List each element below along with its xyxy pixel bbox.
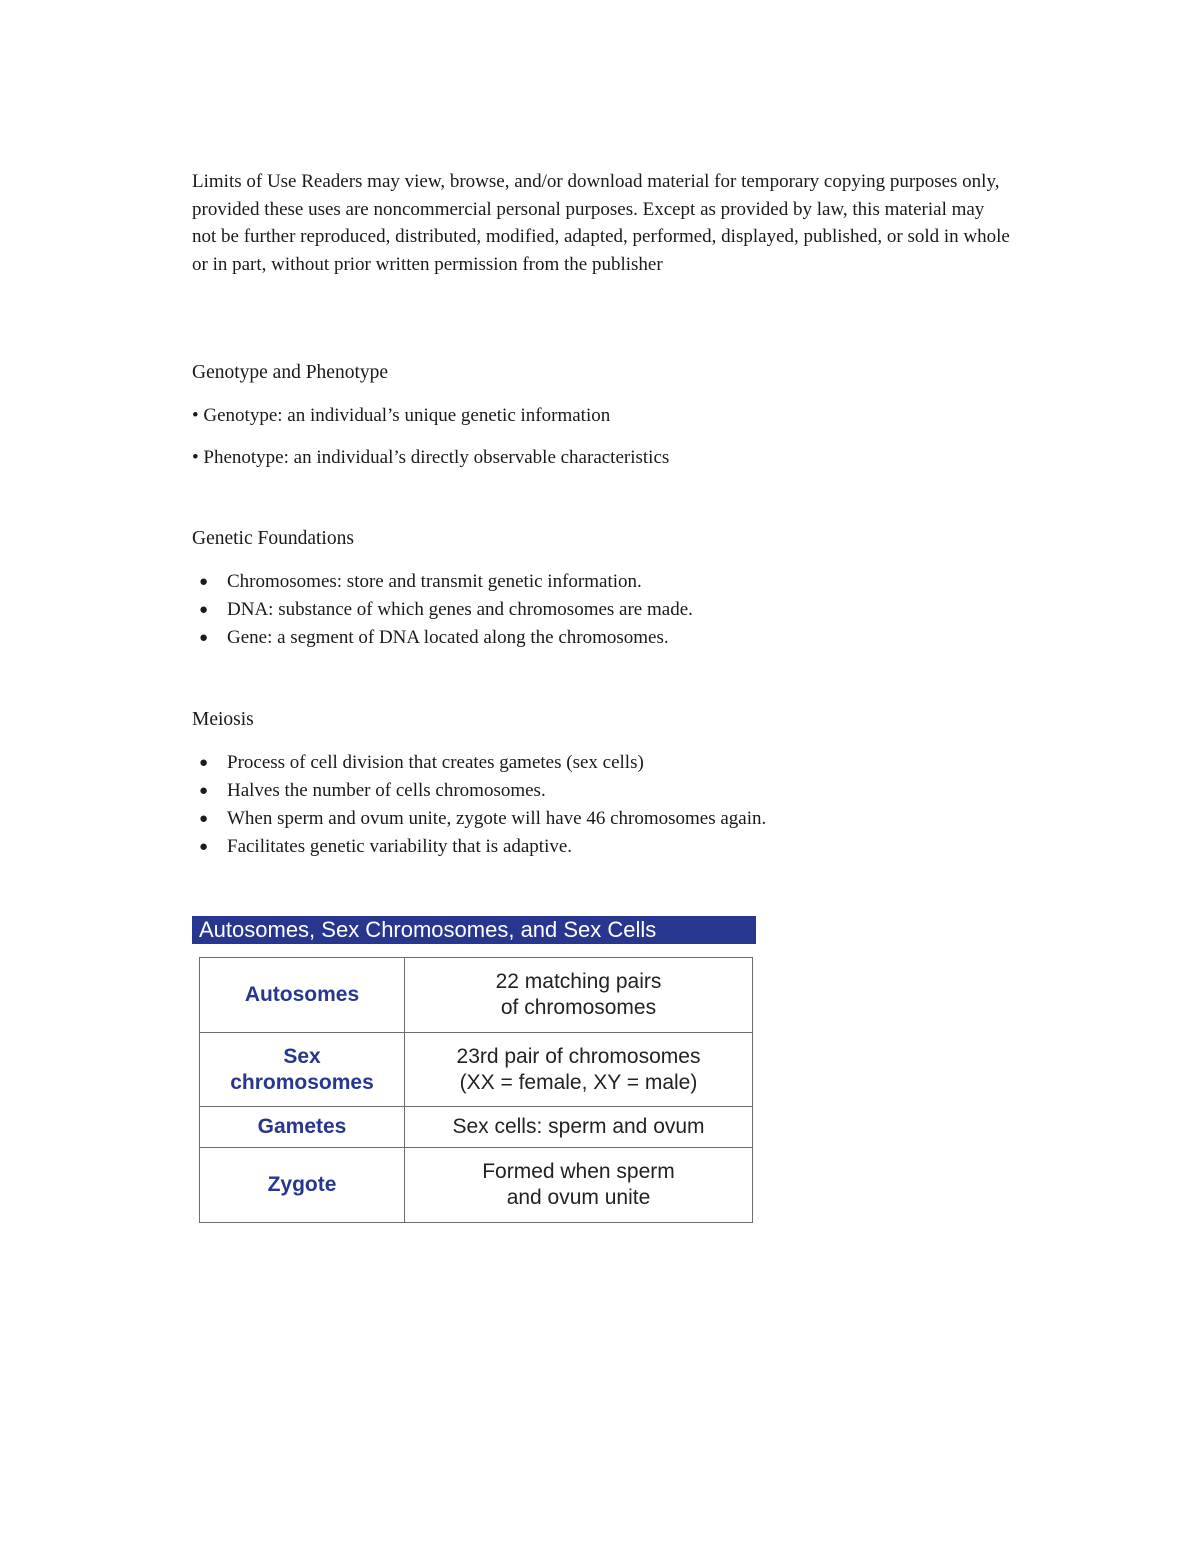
phenotype-line: • Phenotype: an individual’s directly observable characteristics bbox=[192, 447, 670, 468]
definition-cell: Formed when sperm and ovum unite bbox=[405, 1148, 753, 1223]
definition-cell: 22 matching pairs of chromosomes bbox=[405, 958, 753, 1033]
chromosome-table bbox=[199, 957, 753, 1223]
genotype-phenotype-heading: Genotype and Phenotype bbox=[192, 362, 389, 383]
list-item: ● DNA: substance of which genes and chromosomes are made. bbox=[192, 596, 693, 624]
term-cell: Autosomes bbox=[200, 958, 405, 1033]
bullet-icon: ● bbox=[199, 839, 209, 855]
bullet-icon: ● bbox=[199, 811, 209, 827]
list-item: ● When sperm and ovum unite, zygote will have 46 chromosomes again. bbox=[192, 805, 766, 833]
genotype-line: • Genotype: an individual’s unique genetic information bbox=[192, 405, 611, 426]
table-row bbox=[200, 1033, 753, 1107]
term-cell: Gametes bbox=[200, 1107, 405, 1148]
bullet-icon: ● bbox=[199, 755, 209, 771]
bullet-icon: ● bbox=[199, 630, 209, 646]
meiosis-list bbox=[192, 749, 766, 861]
limits-of-use-section bbox=[192, 168, 1012, 278]
bullet-icon: ● bbox=[199, 602, 209, 618]
table-row bbox=[200, 958, 753, 1033]
bullet-icon: ● bbox=[199, 574, 209, 590]
list-item: ● Halves the number of cells chromosomes. bbox=[192, 777, 766, 805]
list-item: ● Process of cell division that creates gametes (sex cells) bbox=[192, 749, 766, 777]
definition-cell: 23rd pair of chromosomes (XX = female, XY = male) bbox=[405, 1033, 753, 1107]
table-row bbox=[200, 1148, 753, 1223]
bullet-icon: ● bbox=[199, 783, 209, 799]
definition-cell: Sex cells: sperm and ovum bbox=[405, 1107, 753, 1148]
meiosis-heading: Meiosis bbox=[192, 709, 254, 730]
term-cell: Zygote bbox=[200, 1148, 405, 1223]
term-cell: Sex chromosomes bbox=[200, 1033, 405, 1107]
table-row bbox=[200, 1107, 753, 1148]
limits-of-use-paragraph: Limits of Use Readers may view, browse, and/or download material for temporary copying purposes only, provided these uses are noncommercial personal purposes. Except as provided by law, this material may not be further reproduced, distributed, modified, adapted, performed, displayed, published, or sold in whole or in part, without prior written permission from the publisher bbox=[192, 171, 1010, 275]
list-item: ● Facilitates genetic variability that is adaptive. bbox=[192, 833, 766, 861]
list-item: ● Gene: a segment of DNA located along the chromosomes. bbox=[192, 624, 693, 652]
table-title: Autosomes, Sex Chromosomes, and Sex Cells bbox=[192, 916, 756, 944]
list-item: ● Chromosomes: store and transmit genetic information. bbox=[192, 568, 693, 596]
genetic-foundations-heading: Genetic Foundations bbox=[192, 528, 354, 549]
genetic-foundations-list bbox=[192, 568, 693, 652]
chromosome-table-figure bbox=[192, 916, 757, 1209]
